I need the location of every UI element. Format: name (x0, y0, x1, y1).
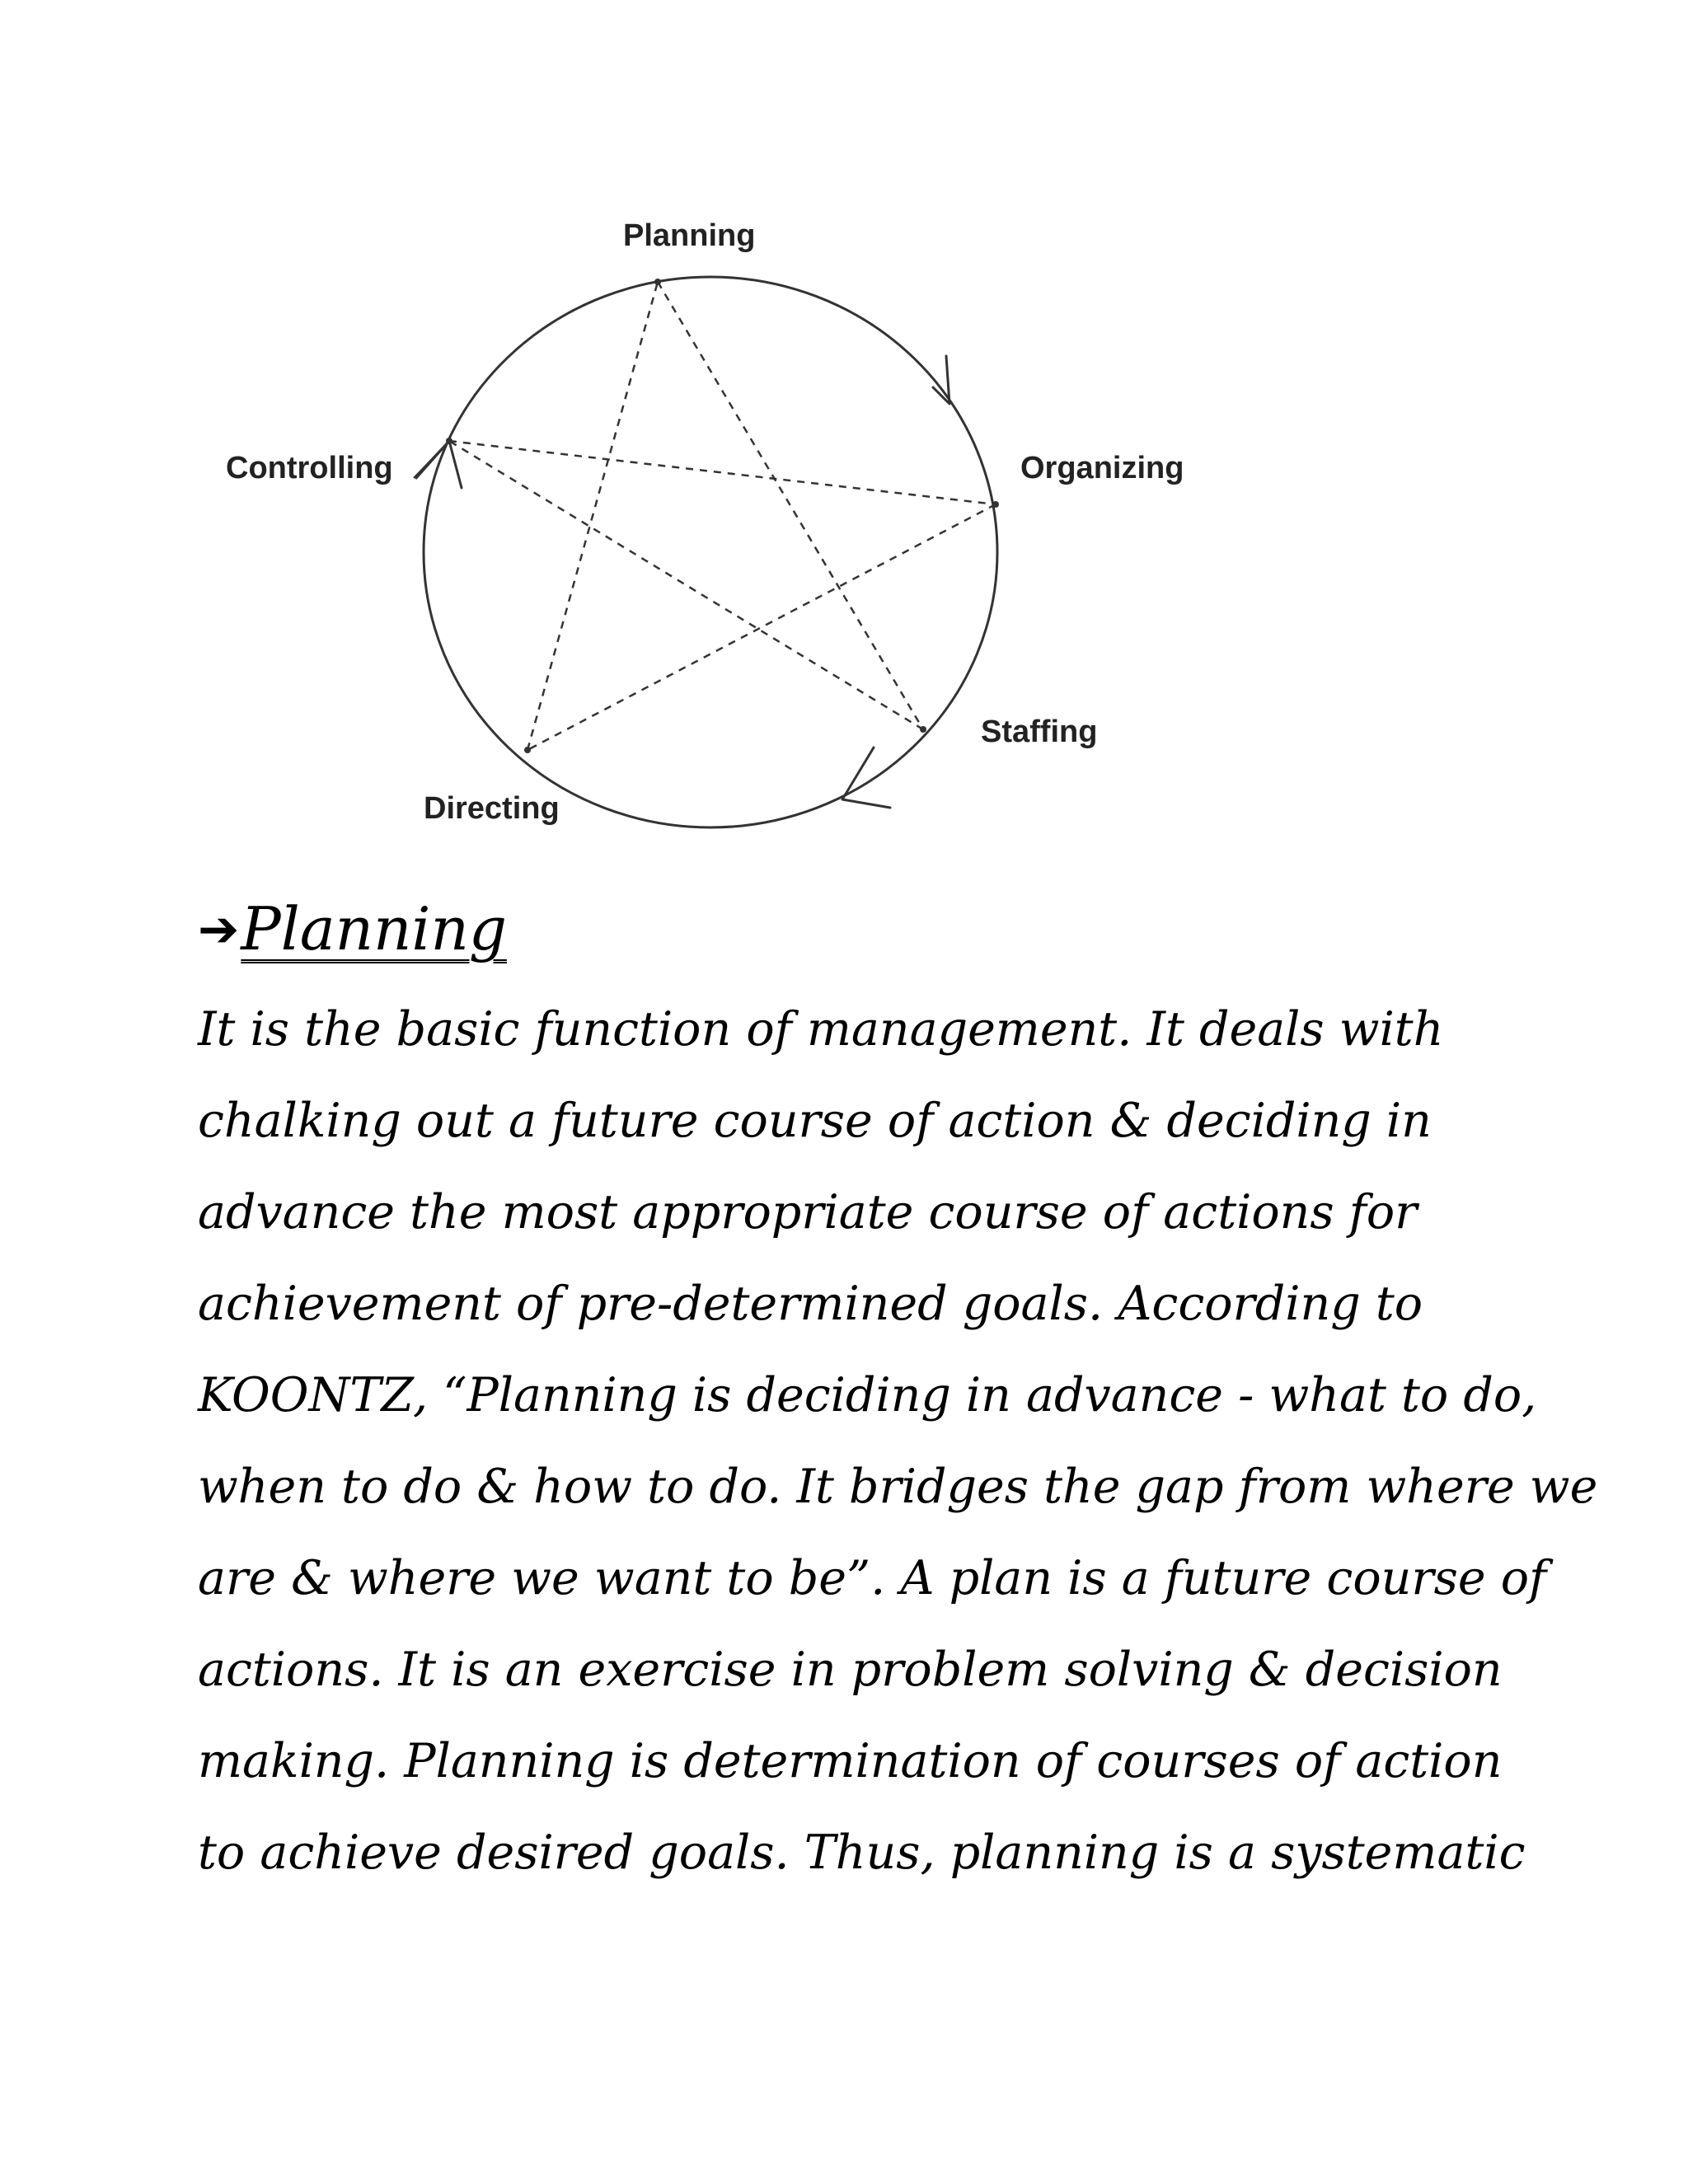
body-line: actions. It is an exercise in problem solving & decision (198, 1643, 1503, 1697)
body-line: advance the most appropriate course of actions for (198, 1185, 1418, 1240)
vertex-organizing (992, 501, 999, 508)
label-organizing: Organizing (1020, 451, 1184, 485)
line-directing-planning (528, 282, 658, 750)
line-controlling-organizing (449, 441, 996, 504)
body-line: chalking out a future course of action & deciding in (198, 1094, 1432, 1148)
section-body (198, 984, 1597, 1899)
body-line: when to do & how to do. It bridges the gap from where we (198, 1460, 1598, 1514)
section-heading-title: Planning (241, 894, 507, 963)
vertex-planning (654, 279, 661, 285)
line-staffing-controlling (449, 441, 923, 729)
label-planning: Planning (623, 218, 756, 253)
line-planning-staffing (658, 282, 923, 729)
right-arrow-icon: ➔ (198, 901, 240, 958)
management-functions-diagram (0, 0, 1688, 857)
label-staffing: Staffing (981, 715, 1098, 749)
body-line: to achieve desired goals. Thus, planning is a systematic (198, 1825, 1526, 1880)
vertex-staffing (920, 726, 926, 733)
label-directing: Directing (424, 791, 560, 826)
pentagram-dashed-lines (449, 282, 996, 750)
arrow-to-directing-icon (842, 748, 890, 808)
line-organizing-directing (528, 504, 996, 750)
body-line: KOONTZ, “Planning is deciding in advance - what to do, (198, 1368, 1537, 1422)
vertex-points (446, 279, 999, 753)
vertex-directing (524, 747, 531, 753)
body-line: It is the basic function of management. It deals with (198, 1002, 1444, 1057)
body-line: making. Planning is determination of courses of action (198, 1734, 1503, 1788)
label-controlling: Controlling (226, 451, 393, 485)
cycle-circle (424, 277, 997, 827)
body-line: are & where we want to be”. A plan is a future course of (198, 1551, 1547, 1605)
section-heading (198, 892, 507, 967)
body-line: achievement of pre-determined goals. According to (198, 1277, 1423, 1331)
